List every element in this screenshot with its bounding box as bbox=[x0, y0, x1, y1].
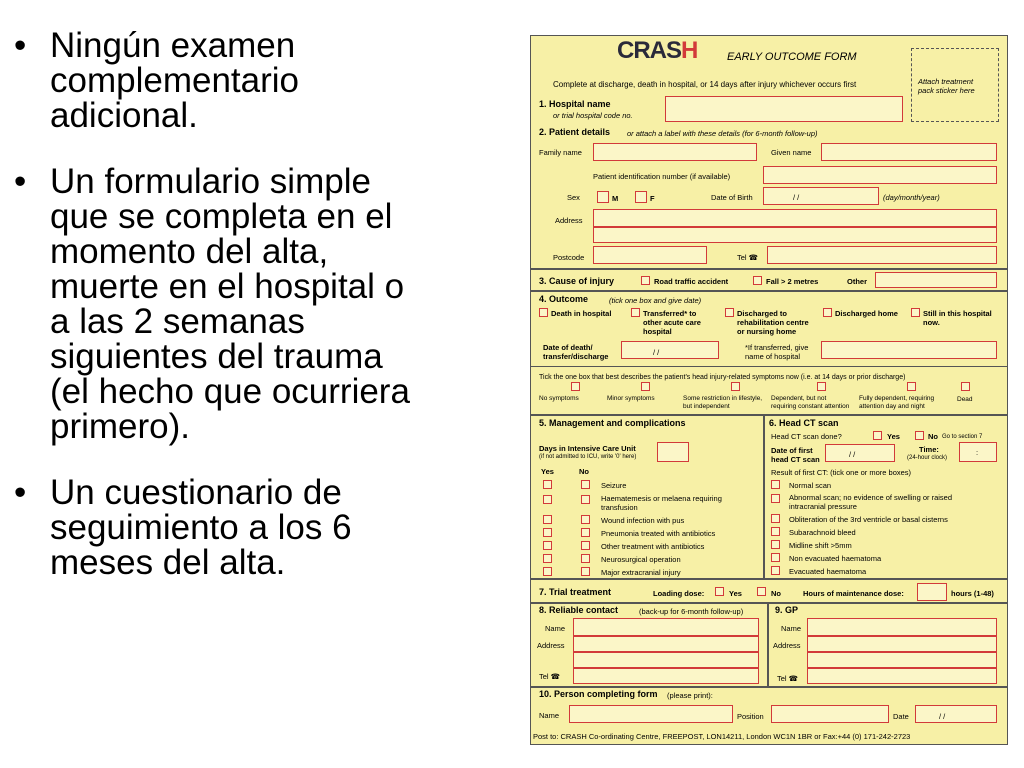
given-name-field[interactable] bbox=[821, 143, 997, 161]
outcome-still-label: Still in this hospital now. bbox=[923, 309, 992, 327]
ct-yes-checkbox[interactable] bbox=[873, 431, 882, 440]
gp-address-label: Address bbox=[773, 641, 801, 650]
outcome-rehab-checkbox[interactable] bbox=[725, 308, 734, 317]
symptom-label: Some restriction in lifestyle, but independent bbox=[683, 395, 763, 410]
outcome-home-checkbox[interactable] bbox=[823, 308, 832, 317]
complication-yes-checkbox[interactable] bbox=[543, 554, 552, 563]
bullet-dot: • bbox=[14, 162, 27, 201]
section-1-subtitle: or trial hospital code no. bbox=[553, 111, 633, 120]
address-label: Address bbox=[555, 216, 583, 225]
ct-yes-label: Yes bbox=[887, 432, 900, 441]
time-colon: : bbox=[976, 448, 979, 457]
ct-result-checkbox[interactable] bbox=[771, 540, 780, 549]
section-4-subtitle: (tick one box and give date) bbox=[609, 296, 702, 305]
section-10-title: 10. Person completing form bbox=[539, 689, 658, 699]
family-name-field[interactable] bbox=[593, 143, 757, 161]
patient-id-label: Patient identification number (if available) bbox=[593, 172, 731, 181]
contact-name-field[interactable] bbox=[573, 618, 759, 636]
crash-logo: CRASH bbox=[617, 37, 698, 64]
loading-no-checkbox[interactable] bbox=[757, 587, 766, 596]
complication-label: Other treatment with antibiotics bbox=[601, 542, 705, 551]
cause-fall-label: Fall > 2 metres bbox=[766, 277, 819, 286]
section-6-title: 6. Head CT scan bbox=[769, 418, 839, 428]
sex-f-label: F bbox=[650, 194, 655, 203]
address-line-1[interactable] bbox=[593, 209, 997, 227]
section-4-title: 4. Outcome bbox=[539, 294, 589, 304]
divider bbox=[531, 268, 1007, 270]
dob-separators: / / bbox=[793, 193, 800, 202]
symptom-label: Dependent, but not requiring constant attention bbox=[771, 395, 850, 410]
bullet-text: Ningún examen complementario adicional. bbox=[50, 26, 299, 135]
cause-rta-label: Road traffic accident bbox=[654, 277, 729, 286]
cause-fall-checkbox[interactable] bbox=[753, 276, 762, 285]
symptom-label: Dead bbox=[957, 396, 973, 403]
ct-result-checkbox[interactable] bbox=[771, 494, 780, 503]
loading-yes-label: Yes bbox=[729, 589, 742, 598]
sex-f-checkbox[interactable] bbox=[635, 191, 647, 203]
bullet-dot: • bbox=[14, 473, 27, 512]
postcode-field[interactable] bbox=[593, 246, 707, 264]
complication-no-checkbox[interactable] bbox=[581, 567, 590, 576]
transferred-hospital-field[interactable] bbox=[821, 341, 997, 359]
contact-address-1[interactable] bbox=[573, 636, 759, 652]
complication-no-checkbox[interactable] bbox=[581, 554, 590, 563]
contact-name-label: Name bbox=[545, 624, 566, 633]
loading-dose-label: Loading dose: bbox=[653, 589, 705, 598]
symptom-checkbox[interactable] bbox=[907, 382, 916, 391]
ct-no-label: No bbox=[928, 432, 938, 441]
ct-go-section-7: Go to section 7 bbox=[942, 434, 983, 440]
dob-hint: (day/month/year) bbox=[883, 193, 940, 202]
time-hint: (24-hour clock) bbox=[907, 455, 948, 461]
symptoms-question: Tick the one box that best describes the patient's head injury-related symptoms now (i.e. at 14 days or prior discharge) bbox=[539, 374, 906, 381]
ct-result-item: Normal scan bbox=[789, 481, 832, 490]
gp-tel-field[interactable] bbox=[807, 668, 997, 684]
complication-yes-checkbox[interactable] bbox=[543, 515, 552, 524]
ct-result-item: Subarachnoid bleed bbox=[789, 528, 856, 537]
ct-result-checkbox[interactable] bbox=[771, 514, 780, 523]
complication-yes-checkbox[interactable] bbox=[543, 480, 552, 489]
ct-result-item: Non evacuated haematoma bbox=[789, 554, 882, 563]
ct-result-checkbox[interactable] bbox=[771, 553, 780, 562]
crash-early-outcome-form bbox=[530, 35, 1008, 745]
divider bbox=[531, 290, 1007, 292]
ct-result-item: Midline shift >5mm bbox=[789, 541, 852, 550]
hospital-name-field[interactable] bbox=[665, 96, 903, 122]
bullet-item bbox=[12, 475, 492, 580]
date-death-field[interactable] bbox=[621, 341, 719, 359]
sticker-area: Attach treatment pack sticker here bbox=[911, 48, 999, 122]
cause-rta-checkbox[interactable] bbox=[641, 276, 650, 285]
completer-date-separators: / / bbox=[939, 712, 946, 721]
outcome-still-checkbox[interactable] bbox=[911, 308, 920, 317]
bullet-text: Un formulario simple que se completa en el momento del alta, muerte en el hospital o a las 2 semanas siguientes del trauma (el hecho que ocurriera primero). bbox=[50, 162, 410, 446]
gp-tel-label: Tel ☎ bbox=[777, 674, 799, 683]
maintenance-hours-field[interactable] bbox=[917, 583, 947, 601]
ct-result-item: Obliteration of the 3rd ventricle or basal cisterns bbox=[789, 515, 948, 524]
complication-yes-checkbox[interactable] bbox=[543, 528, 552, 537]
section-5-title: 5. Management and complications bbox=[539, 418, 686, 428]
complication-no-checkbox[interactable] bbox=[581, 515, 590, 524]
ct-result-checkbox[interactable] bbox=[771, 480, 780, 489]
gp-name-label: Name bbox=[781, 624, 802, 633]
section-7-title: 7. Trial treatment bbox=[539, 587, 612, 597]
gp-address-1[interactable] bbox=[807, 636, 997, 652]
ct-result-item: Evacuated haematoma bbox=[789, 567, 867, 576]
divider bbox=[767, 602, 769, 686]
bullet-text: Un cuestionario de seguimiento a los 6 meses del alta. bbox=[50, 473, 352, 582]
post-to-footer: Post to: CRASH Co-ordinating Centre, FREEPOST, LON14211, London WC1N 1BR or Fax:+44 (0) 171-242-2723 bbox=[533, 732, 911, 741]
completer-name-field[interactable] bbox=[569, 705, 733, 723]
complication-no-checkbox[interactable] bbox=[581, 495, 590, 504]
first-ct-date-field[interactable] bbox=[825, 444, 895, 462]
address-line-2[interactable] bbox=[593, 227, 997, 243]
complication-yes-checkbox[interactable] bbox=[543, 541, 552, 550]
gp-name-field[interactable] bbox=[807, 618, 997, 636]
maintenance-label: Hours of maintenance dose: bbox=[803, 589, 904, 598]
complication-no-checkbox[interactable] bbox=[581, 480, 590, 489]
divider bbox=[531, 366, 1007, 367]
symptom-label: No symptoms bbox=[539, 395, 579, 402]
first-ct-date-separators: / / bbox=[849, 450, 856, 459]
symptom-checkbox[interactable] bbox=[817, 382, 826, 391]
complication-yes-checkbox[interactable] bbox=[543, 567, 552, 576]
icu-days-field[interactable] bbox=[657, 442, 689, 462]
complication-label: Major extracranial injury bbox=[601, 568, 681, 577]
complication-label: Pneumonia treated with antibiotics bbox=[601, 529, 716, 538]
ct-done-label: Head CT scan done? bbox=[771, 432, 842, 441]
symptom-label: Fully dependent, requiring attention day and night bbox=[859, 395, 935, 410]
outcome-rehab-label: Discharged to rehabilitation centre or nursing home bbox=[737, 309, 809, 336]
symptom-checkbox[interactable] bbox=[641, 382, 650, 391]
ct-result-checkbox[interactable] bbox=[771, 527, 780, 536]
outcome-transferred-label: Transferred* to other acute care hospital bbox=[643, 309, 701, 336]
complication-no-checkbox[interactable] bbox=[581, 541, 590, 550]
symptom-checkbox[interactable] bbox=[731, 382, 740, 391]
completer-position-label: Position bbox=[737, 712, 764, 721]
given-name-label: Given name bbox=[771, 148, 812, 157]
dob-label: Date of Birth bbox=[711, 193, 753, 202]
hours-range-label: hours (1-48) bbox=[951, 589, 994, 598]
dob-field[interactable] bbox=[763, 187, 879, 205]
date-death-separators: / / bbox=[653, 348, 660, 357]
bullet-list bbox=[12, 28, 492, 611]
complication-yes-checkbox[interactable] bbox=[543, 495, 552, 504]
contact-address-2[interactable] bbox=[573, 652, 759, 668]
ct-no-checkbox[interactable] bbox=[915, 431, 924, 440]
form-title: EARLY OUTCOME FORM bbox=[727, 51, 857, 63]
patient-id-field[interactable] bbox=[763, 166, 997, 184]
divider bbox=[531, 602, 1007, 604]
sex-m-label: M bbox=[612, 194, 619, 203]
yes-column-header: Yes bbox=[541, 467, 554, 476]
divider bbox=[531, 414, 1007, 416]
divider bbox=[763, 414, 765, 578]
section-10-subtitle: (please print): bbox=[667, 691, 713, 700]
loading-yes-checkbox[interactable] bbox=[715, 587, 724, 596]
complication-label: Seizure bbox=[601, 481, 627, 490]
completer-position-field[interactable] bbox=[771, 705, 889, 723]
icu-days-hint: (if not admitted to ICU, write '0' here) bbox=[539, 454, 637, 460]
icu-days-label: Days in Intensive Care Unit bbox=[539, 444, 636, 453]
bullet-item bbox=[12, 28, 492, 133]
symptom-checkbox[interactable] bbox=[571, 382, 580, 391]
bullet-item bbox=[12, 164, 492, 444]
tel-field[interactable] bbox=[767, 246, 997, 264]
section-9-title: 9. GP bbox=[775, 605, 799, 615]
first-ct-label: Date of first head CT scan bbox=[771, 446, 820, 464]
cause-other-field[interactable] bbox=[875, 272, 997, 288]
postcode-label: Postcode bbox=[553, 253, 585, 262]
crash-logo-h: H bbox=[681, 37, 698, 64]
cause-other-label: Other bbox=[847, 277, 868, 286]
section-8-title: 8. Reliable contact bbox=[539, 605, 619, 615]
symptom-checkbox[interactable] bbox=[961, 382, 970, 391]
divider bbox=[531, 686, 1007, 688]
section-2-subtitle: or attach a label with these details (for 6-month follow-up) bbox=[627, 129, 818, 138]
complication-label: Haematemesis or melaena requiring transfusion bbox=[601, 494, 722, 512]
sex-label: Sex bbox=[567, 193, 580, 202]
completer-date-label: Date bbox=[893, 712, 909, 721]
section-3-title: 3. Cause of injury bbox=[539, 276, 615, 286]
section-2-title: 2. Patient details bbox=[539, 127, 611, 137]
divider bbox=[531, 578, 1007, 580]
section-8-subtitle: (back-up for 6-month follow-up) bbox=[639, 607, 744, 616]
tel-label: Tel ☎ bbox=[737, 253, 759, 262]
form-subtitle: Complete at discharge, death in hospital, or 14 days after injury whichever occurs first bbox=[553, 80, 857, 89]
family-name-label: Family name bbox=[539, 148, 582, 157]
outcome-death-checkbox[interactable] bbox=[539, 308, 548, 317]
outcome-home-label: Discharged home bbox=[835, 309, 898, 318]
date-death-label: Date of death/ transfer/discharge bbox=[543, 343, 609, 361]
symptom-label: Minor symptoms bbox=[607, 395, 655, 402]
sex-m-checkbox[interactable] bbox=[597, 191, 609, 203]
gp-address-2[interactable] bbox=[807, 652, 997, 668]
outcome-death-label: Death in hospital bbox=[551, 309, 612, 318]
contact-tel-field[interactable] bbox=[573, 668, 759, 684]
contact-address-label: Address bbox=[537, 641, 565, 650]
outcome-transferred-checkbox[interactable] bbox=[631, 308, 640, 317]
no-column-header: No bbox=[579, 467, 589, 476]
time-label: Time: bbox=[919, 445, 939, 454]
ct-result-item: Abnormal scan; no evidence of swelling or raised intracranial pressure bbox=[789, 493, 953, 511]
contact-tel-label: Tel ☎ bbox=[539, 672, 561, 681]
completer-name-label: Name bbox=[539, 711, 560, 720]
completer-date-field[interactable] bbox=[915, 705, 997, 723]
complication-label: Wound infection with pus bbox=[601, 516, 685, 525]
bullet-dot: • bbox=[14, 26, 27, 65]
complication-label: Neurosurgical operation bbox=[601, 555, 681, 564]
if-transferred-label: *If transferred, give name of hospital bbox=[745, 343, 809, 361]
ct-result-checkbox[interactable] bbox=[771, 566, 780, 575]
loading-no-label: No bbox=[771, 589, 781, 598]
section-1-title: 1. Hospital name bbox=[539, 99, 611, 109]
ct-result-label: Result of first CT: (tick one or more boxes) bbox=[771, 468, 912, 477]
complication-no-checkbox[interactable] bbox=[581, 528, 590, 537]
